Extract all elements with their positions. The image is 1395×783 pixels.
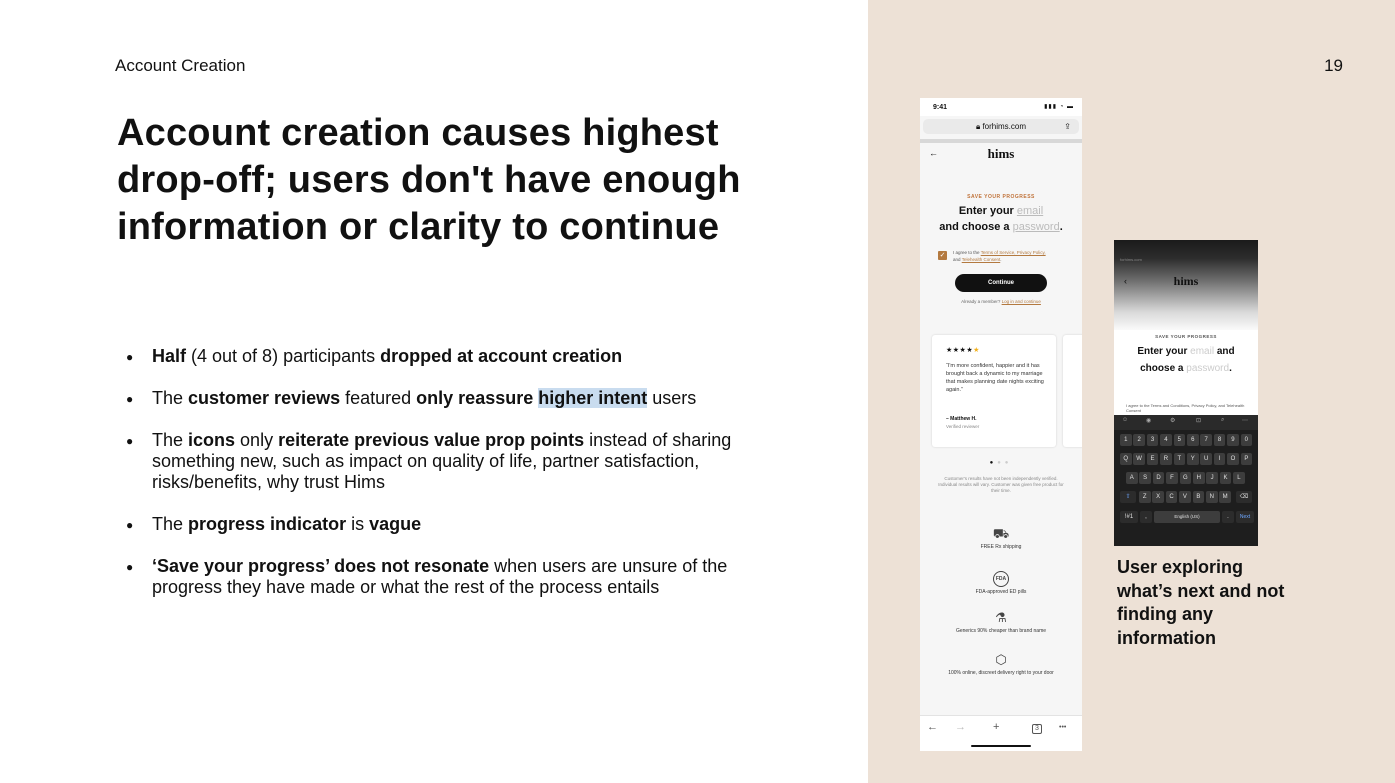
key-7[interactable]: 7	[1200, 434, 1212, 446]
save-progress-eyebrow: SAVE YOUR PROGRESS	[1155, 334, 1217, 339]
keyboard-row-2	[1116, 472, 1256, 485]
forward-icon[interactable]: →	[955, 721, 966, 733]
key-z[interactable]: Z	[1139, 491, 1151, 503]
phone-screenshot-keyboard	[1114, 240, 1258, 546]
lock-icon: 🔒︎	[975, 122, 983, 131]
terms-text: I agree to the Terms of Service, Privacy Policy, and Telehealth Consent.	[953, 250, 1046, 262]
key-h[interactable]: H	[1193, 472, 1205, 484]
finding-emphasis: higher intent	[538, 388, 648, 408]
key-o[interactable]: O	[1227, 453, 1239, 465]
period-key[interactable]: .	[1222, 511, 1234, 523]
already-member-text	[920, 299, 1082, 304]
key-w[interactable]: W	[1133, 453, 1145, 465]
email-placeholder[interactable]: email	[1190, 346, 1215, 357]
finding-item	[126, 346, 776, 367]
browser-url-bar[interactable]	[923, 119, 1079, 134]
key-y[interactable]: Y	[1187, 453, 1199, 465]
finding-item	[126, 556, 776, 598]
tabs-icon[interactable]: 3	[1032, 724, 1042, 734]
browser-header	[1114, 240, 1258, 330]
finding-emphasis: only reassure	[416, 388, 539, 408]
signal-battery-icon: ▮▮▮ ◔ ▬	[1044, 104, 1074, 110]
finding-text: (4 out of 8) participants	[186, 346, 381, 366]
login-link[interactable]: Log in and continue	[1001, 299, 1041, 304]
url-text[interactable]: forhims.com	[1120, 257, 1142, 262]
feature-label: FDA-approved ED pills	[975, 589, 1027, 595]
review-quote: “I'm more confident, happier and it has brought back a dynamic to my marriage that makes planning date nights exciting again.”	[946, 363, 1044, 393]
feature-delivery	[920, 652, 1082, 676]
finding-item	[126, 430, 776, 493]
finding-text: The	[152, 514, 189, 534]
finding-emphasis: dropped at account creation	[380, 346, 623, 366]
key-g[interactable]: G	[1180, 472, 1192, 484]
divider	[920, 139, 1082, 143]
signup-heading	[1122, 343, 1250, 377]
key-0[interactable]: 0	[1241, 434, 1253, 446]
key-p[interactable]: P	[1241, 453, 1253, 465]
mic-icon[interactable]: ◉	[1146, 418, 1152, 424]
section-label: Account Creation	[115, 56, 246, 75]
terms-text: I agree to the Terms and Conditions, Privacy Policy, and Telehealth Consent	[1126, 403, 1245, 413]
finding-text: only	[235, 430, 279, 450]
key-8[interactable]: 8	[1214, 434, 1226, 446]
finding-emphasis: Half	[152, 346, 187, 366]
key-t[interactable]: T	[1174, 453, 1186, 465]
finding-emphasis: progress indicator	[188, 514, 347, 534]
password-placeholder[interactable]: password	[1186, 363, 1230, 374]
feature-label: 100% online, discreet delivery right to your door	[948, 670, 1054, 676]
on-screen-keyboard	[1114, 415, 1258, 546]
finding-text: when users are unsure of the progress they have made or what the rest of the process entails	[152, 556, 728, 597]
finding-emphasis: reiterate previous value prop points	[278, 430, 585, 450]
key-j[interactable]: J	[1206, 472, 1218, 484]
key-l[interactable]: L	[1233, 472, 1245, 484]
more-icon[interactable]: ⋯	[1242, 418, 1248, 424]
comma-key[interactable]: ,	[1140, 511, 1152, 523]
finding-emphasis: icons	[188, 430, 236, 450]
key-v[interactable]: V	[1179, 491, 1191, 503]
finding-item	[126, 388, 776, 409]
translate-icon[interactable]: ⊡	[1196, 418, 1202, 424]
key-a[interactable]: A	[1126, 472, 1138, 484]
key-6[interactable]: 6	[1187, 434, 1199, 446]
key-2[interactable]: 2	[1133, 434, 1145, 446]
more-icon[interactable]: •••	[1059, 724, 1067, 731]
status-time: 9:41	[933, 104, 948, 111]
feature-fda	[920, 568, 1082, 595]
finding-text: The	[152, 430, 189, 450]
review-author: – Matthew H.	[946, 416, 977, 422]
url-text: forhims.com	[982, 122, 1027, 131]
verified-label: Verified reviewer	[946, 424, 980, 429]
key-d[interactable]: D	[1153, 472, 1165, 484]
feature-label: Generics 90% cheaper than brand name	[955, 628, 1047, 634]
screenshot-caption: User exploring what’s next and not finding any information	[1117, 557, 1285, 648]
backspace-key[interactable]: ⌫	[1236, 491, 1252, 503]
keyboard-row-3	[1116, 491, 1256, 504]
truck-icon: ⛟	[992, 526, 1010, 541]
review-card-next[interactable]	[1063, 335, 1082, 447]
key-u[interactable]: U	[1200, 453, 1212, 465]
slide-headline: Account creation causes highest drop-off; users don't have enough information or clarity to continue	[117, 112, 741, 248]
review-disclaimer: Customer's results have not been independently verified. Individual results will vary. Customer was given free product for their time.	[938, 476, 1064, 493]
key-x[interactable]: X	[1152, 491, 1164, 503]
password-placeholder[interactable]: password	[1012, 221, 1060, 233]
terms-prefix: I agree to the	[953, 250, 981, 255]
key-3[interactable]: 3	[1147, 434, 1159, 446]
box-icon: ⬡	[995, 652, 1007, 667]
feature-shipping	[920, 526, 1082, 550]
share-icon[interactable]: ⇪	[1064, 122, 1071, 131]
shift-key[interactable]: ⇧	[1120, 491, 1136, 503]
emoji-icon[interactable]: ☺	[1122, 417, 1129, 423]
new-tab-icon[interactable]: +	[993, 721, 1000, 733]
star-rating-icon	[946, 346, 980, 354]
key-i[interactable]: I	[1214, 453, 1226, 465]
terms-checkbox[interactable]: ✓	[939, 252, 946, 259]
key-r[interactable]: R	[1160, 453, 1172, 465]
browser-toolbar	[920, 715, 1082, 751]
key-4[interactable]: 4	[1160, 434, 1172, 446]
key-m[interactable]: M	[1219, 491, 1231, 503]
keyboard-row-1	[1116, 453, 1256, 466]
space-key[interactable]: English (US)	[1154, 511, 1220, 523]
key-9[interactable]: 9	[1227, 434, 1239, 446]
search-icon[interactable]: ⌕	[1221, 417, 1225, 423]
phone-screenshot-signup	[920, 98, 1082, 751]
star-half: ★	[973, 347, 980, 354]
findings-list	[126, 346, 776, 619]
key-b[interactable]: B	[1193, 491, 1205, 503]
feature-label: FREE Rx shipping	[980, 544, 1022, 550]
key-c[interactable]: C	[1166, 491, 1178, 503]
key-q[interactable]: Q	[1120, 453, 1132, 465]
finding-emphasis: vague	[369, 514, 422, 534]
email-placeholder[interactable]: email	[1016, 205, 1044, 217]
heading-punct: .	[1229, 363, 1232, 374]
status-bar	[920, 98, 1082, 116]
telehealth-consent-link[interactable]: Telehealth Consent	[961, 257, 1001, 262]
member-prefix: Already a member?	[961, 299, 1002, 304]
terms-link[interactable]: Terms of Service, Privacy Policy,	[980, 250, 1046, 255]
back-icon[interactable]: ←	[927, 721, 938, 733]
finding-text: users	[647, 388, 697, 408]
page-number: 19	[1324, 56, 1343, 75]
keyboard-number-row	[1116, 434, 1256, 447]
heading-text: and choose a	[939, 221, 1013, 233]
keyboard-suggestion-bar	[1114, 415, 1258, 430]
keyboard-bottom-row	[1116, 511, 1256, 524]
key-f[interactable]: F	[1166, 472, 1178, 484]
finding-text: featured	[340, 388, 417, 408]
heading-text: choose a	[1140, 363, 1187, 374]
heading-punct: .	[1059, 221, 1063, 233]
key-s[interactable]: S	[1139, 472, 1151, 484]
feature-generics	[920, 610, 1082, 634]
back-arrow-icon[interactable]: ←	[929, 148, 938, 158]
next-key[interactable]: Next	[1236, 511, 1254, 523]
continue-button[interactable]: Continue	[955, 274, 1047, 292]
key-1[interactable]: 1	[1120, 434, 1132, 446]
hims-logo: hims	[1173, 274, 1199, 288]
pill-bottle-icon: ⚗	[995, 610, 1007, 625]
key-e[interactable]: E	[1147, 453, 1159, 465]
signup-heading	[926, 203, 1076, 235]
carousel-dots[interactable]: ●●●	[989, 460, 1013, 466]
key-5[interactable]: 5	[1174, 434, 1186, 446]
hims-logo: hims	[987, 146, 1015, 161]
home-indicator	[971, 745, 1031, 747]
save-progress-eyebrow: SAVE YOUR PROGRESS	[967, 194, 1035, 200]
heading-text: Enter your	[1137, 346, 1191, 357]
symbols-key[interactable]: !#1	[1120, 511, 1138, 523]
finding-text: instead of sharing something new, such as impact on quality of life, partner satisfaction, risks/benefits, why trust Hims	[152, 430, 732, 492]
finding-text: The	[152, 388, 189, 408]
back-arrow-icon[interactable]: ‹	[1124, 276, 1127, 286]
heading-text: and	[1214, 346, 1235, 357]
review-card[interactable]	[932, 335, 1056, 447]
settings-icon[interactable]: ⚙	[1170, 418, 1176, 424]
finding-text: is	[346, 514, 370, 534]
key-n[interactable]: N	[1206, 491, 1218, 503]
finding-item	[126, 514, 776, 535]
finding-emphasis: ‘Save your progress’ does not resonate	[152, 556, 490, 576]
stars-full: ★★★★	[946, 347, 974, 354]
fda-badge-icon: FDA	[993, 571, 1009, 587]
terms-and: and	[953, 257, 962, 262]
heading-text: Enter your	[958, 205, 1017, 217]
finding-emphasis: customer reviews	[188, 388, 341, 408]
key-k[interactable]: K	[1220, 472, 1232, 484]
